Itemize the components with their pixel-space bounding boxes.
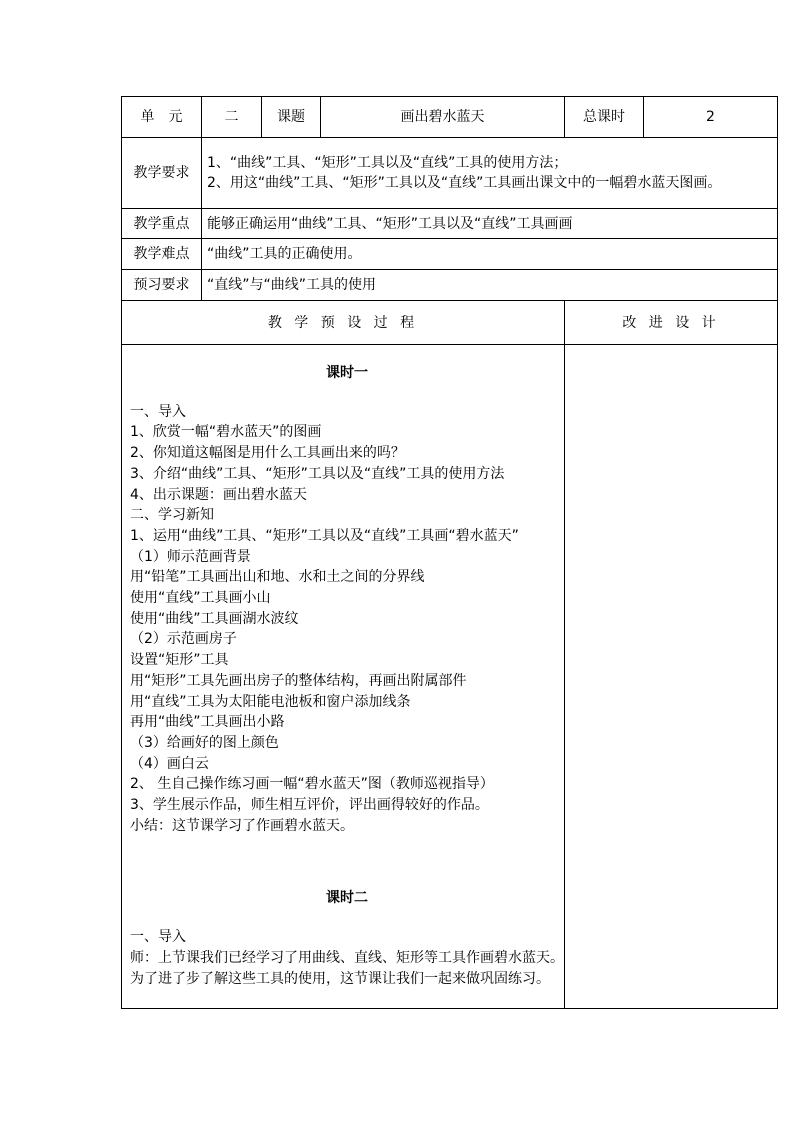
text-line: 使用“直线”工具画小山 bbox=[130, 590, 271, 607]
lesson1-title: 课时一 bbox=[326, 365, 368, 381]
topic-label: 课题 bbox=[262, 97, 321, 138]
preview-text: “直线”与“曲线”工具的使用 bbox=[202, 270, 778, 301]
text-line: 一、导入 bbox=[130, 403, 186, 420]
text-line: 再用“曲线”工具画出小路 bbox=[130, 714, 285, 731]
text-line: 使用“曲线”工具画湖水波纹 bbox=[130, 610, 299, 627]
key-points-label: 教学重点 bbox=[122, 209, 202, 239]
lesson-plan-sheet bbox=[121, 96, 777, 1010]
process-cell bbox=[122, 345, 565, 1009]
difficulties-label: 教学难点 bbox=[122, 239, 202, 270]
text-line: （2）示范画房子 bbox=[130, 631, 237, 648]
process-content bbox=[122, 345, 564, 989]
total-hours-label: 总课时 bbox=[565, 97, 644, 138]
column-heading-row bbox=[122, 301, 778, 345]
lesson2-lines bbox=[130, 927, 564, 989]
text-line: 用“矩形”工具先画出房子的整体结构，再画出附属部件 bbox=[130, 672, 467, 689]
text-line: 用“直线”工具为太阳能电池板和窗户添加线条 bbox=[130, 693, 411, 710]
text-line: 师：上节课我们已经学习了用曲线、直线、矩形等工具作画碧水蓝天。 bbox=[130, 949, 564, 966]
preview-row bbox=[122, 270, 778, 301]
key-points-text: 能够正确运用“曲线”工具、“矩形”工具以及“直线”工具画画 bbox=[202, 209, 778, 239]
text-line: 二、学习新知 bbox=[130, 507, 214, 524]
text-line: （3）给画好的图上颜色 bbox=[130, 734, 279, 751]
text-line: 设置“矩形”工具 bbox=[130, 652, 229, 669]
text-line: （4）画白云 bbox=[130, 755, 209, 772]
text-line: 3、介绍“曲线”工具、“矩形”工具以及“直线”工具的使用方法 bbox=[130, 465, 505, 482]
text-line: 2、 生自己操作练习画一幅“碧水蓝天”图（教师巡视指导） bbox=[130, 776, 494, 793]
key-points-row bbox=[122, 209, 778, 239]
preview-label: 预习要求 bbox=[122, 270, 202, 301]
text-line: 小结：这节课学习了作画碧水蓝天。 bbox=[130, 817, 354, 834]
header-row bbox=[122, 97, 778, 138]
text-line: 1、运用“曲线”工具、“矩形”工具以及“直线”工具画“碧水蓝天” bbox=[130, 527, 519, 544]
improve-heading: 改 进 设 计 bbox=[565, 301, 778, 345]
text-line: 用“铅笔”工具画出山和地、水和土之间的分界线 bbox=[130, 569, 425, 586]
lesson2-title: 课时二 bbox=[326, 890, 368, 907]
requirements-row bbox=[122, 138, 778, 209]
improve-cell bbox=[565, 345, 778, 1009]
total-hours-value: 2 bbox=[644, 97, 778, 138]
lesson1-lines bbox=[130, 402, 564, 837]
text-line: 一、导入 bbox=[130, 929, 186, 946]
text-line: 为了进了步了解这些工具的使用，这节课让我们一起来做巩固练习。 bbox=[130, 970, 550, 987]
text-line: 3、学生展示作品，师生相互评价，评出画得较好的作品。 bbox=[130, 797, 489, 814]
text-line: 2、你知道这幅图是用什么工具画出来的吗？ bbox=[130, 445, 405, 462]
process-heading: 教 学 预 设 过 程 bbox=[122, 301, 565, 345]
text-line: 1、欣赏一幅“碧水蓝天”的图画 bbox=[130, 424, 322, 441]
requirements-label: 教学要求 bbox=[122, 138, 202, 209]
difficulties-text: “曲线”工具的正确使用。 bbox=[202, 239, 778, 270]
topic-value: 画出碧水蓝天 bbox=[321, 97, 565, 138]
unit-value: 二 bbox=[202, 97, 262, 138]
lesson-plan-table bbox=[121, 96, 778, 1009]
text-line: （1）师示范画背景 bbox=[130, 548, 251, 565]
process-row bbox=[122, 345, 778, 1009]
requirements-text: 1、“曲线”工具、“矩形”工具以及“直线”工具的使用方法； 2、用这“曲线”工具、“矩形”工具以及“直线”工具画出课文中的一幅碧水蓝天图画。 bbox=[202, 138, 778, 209]
unit-label: 单 元 bbox=[122, 97, 202, 138]
text-line: 4、出示课题：画出碧水蓝天 bbox=[130, 486, 307, 503]
difficulties-row bbox=[122, 239, 778, 270]
